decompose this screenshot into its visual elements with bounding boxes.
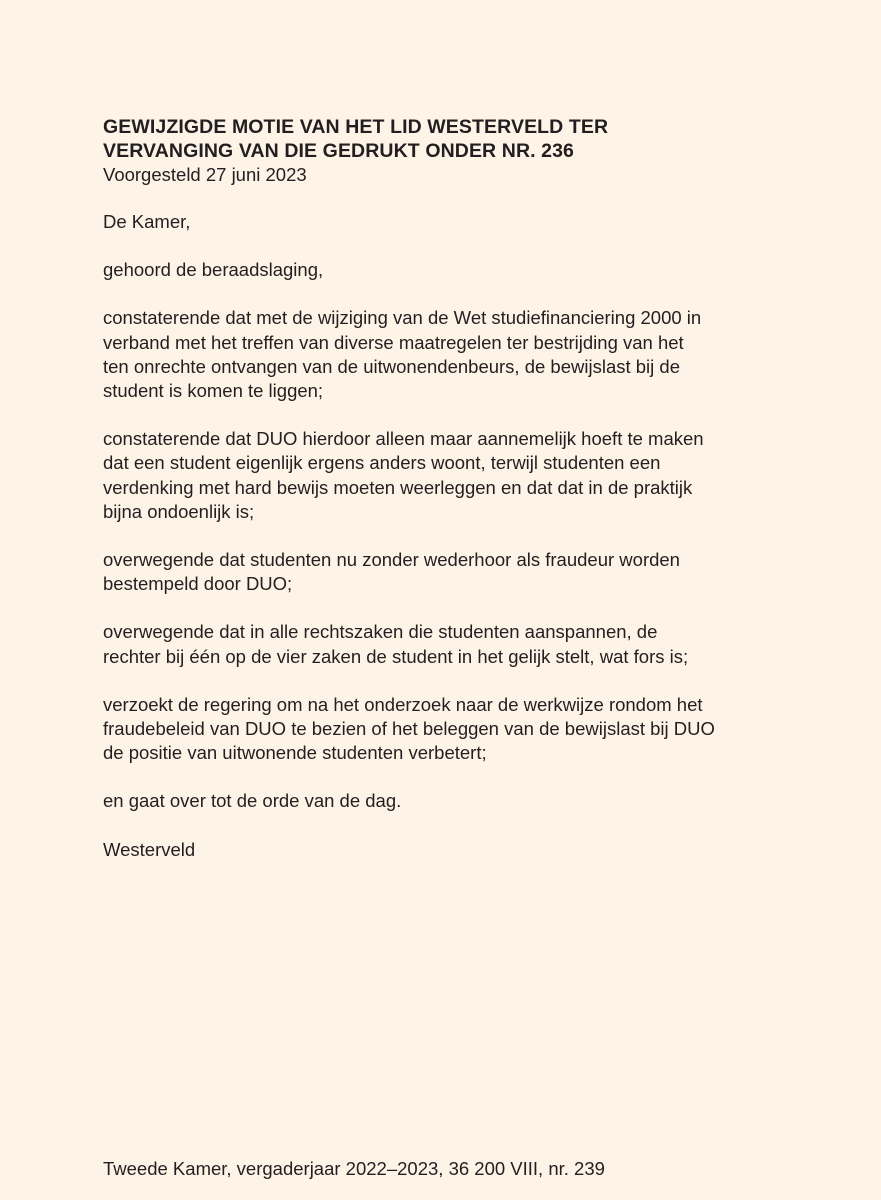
paragraph-line: bijna ondoenlijk is;	[103, 500, 255, 522]
motion-title	[103, 115, 823, 163]
paragraph-line: dat een student eigenlijk ergens anders woont, terwijl studenten een	[103, 452, 661, 474]
paragraph-line: de positie van uitwonende studenten verbetert;	[103, 742, 487, 764]
paragraph-whereas-2	[103, 620, 823, 668]
paragraph-line: student is komen te liggen;	[103, 380, 324, 402]
document-body	[103, 115, 823, 862]
paragraph-line: constaterende dat DUO hierdoor alleen maar aannemelijk hoeft te maken	[103, 428, 704, 450]
paragraph-line: ten onrechte ontvangen van de uitwonendenbeurs, de bewijslast bij de	[103, 355, 680, 377]
paragraph-line: fraudebeleid van DUO te bezien of het beleggen van de bewijslast bij DUO	[103, 718, 715, 740]
motion-title-line-1: GEWIJZIGDE MOTIE VAN HET LID WESTERVELD TER	[103, 116, 609, 138]
paragraph-line: verband met het treffen van diverse maatregelen ter bestrijding van het	[103, 331, 684, 353]
paragraph-line: rechter bij één op de vier zaken de student in het gelijk stelt, wat fors is;	[103, 645, 689, 667]
paragraph-considering-2	[103, 427, 823, 524]
paragraph-considering-1	[103, 306, 823, 403]
signature: Westerveld	[103, 838, 196, 860]
salutation: De Kamer,	[103, 211, 191, 232]
proposed-date: Voorgesteld 27 juni 2023	[103, 164, 307, 185]
heard-clause: gehoord de beraadslaging,	[103, 259, 324, 281]
paragraph-line: constaterende dat met de wijziging van de Wet studiefinanciering 2000 in	[103, 307, 702, 329]
paragraph-line: bestempeld door DUO;	[103, 573, 293, 595]
motion-title-line-2: VERVANGING VAN DIE GEDRUKT ONDER NR. 236	[103, 140, 574, 162]
paragraph-request	[103, 693, 823, 766]
paragraph-line: overwegende dat in alle rechtszaken die studenten aanspannen, de	[103, 621, 658, 643]
paragraph-line: verdenking met hard bewijs moeten weerleggen en dat dat in de praktijk	[103, 476, 693, 498]
page-footer: Tweede Kamer, vergaderjaar 2022–2023, 36 200 VIII, nr. 239	[103, 1158, 605, 1179]
paragraph-line: overwegende dat studenten nu zonder wederhoor als fraudeur worden	[103, 549, 680, 571]
paragraph-whereas-1	[103, 548, 823, 596]
closing-line: en gaat over tot de orde van de dag.	[103, 790, 402, 812]
paragraph-line: verzoekt de regering om na het onderzoek naar de werkwijze rondom het	[103, 693, 703, 715]
